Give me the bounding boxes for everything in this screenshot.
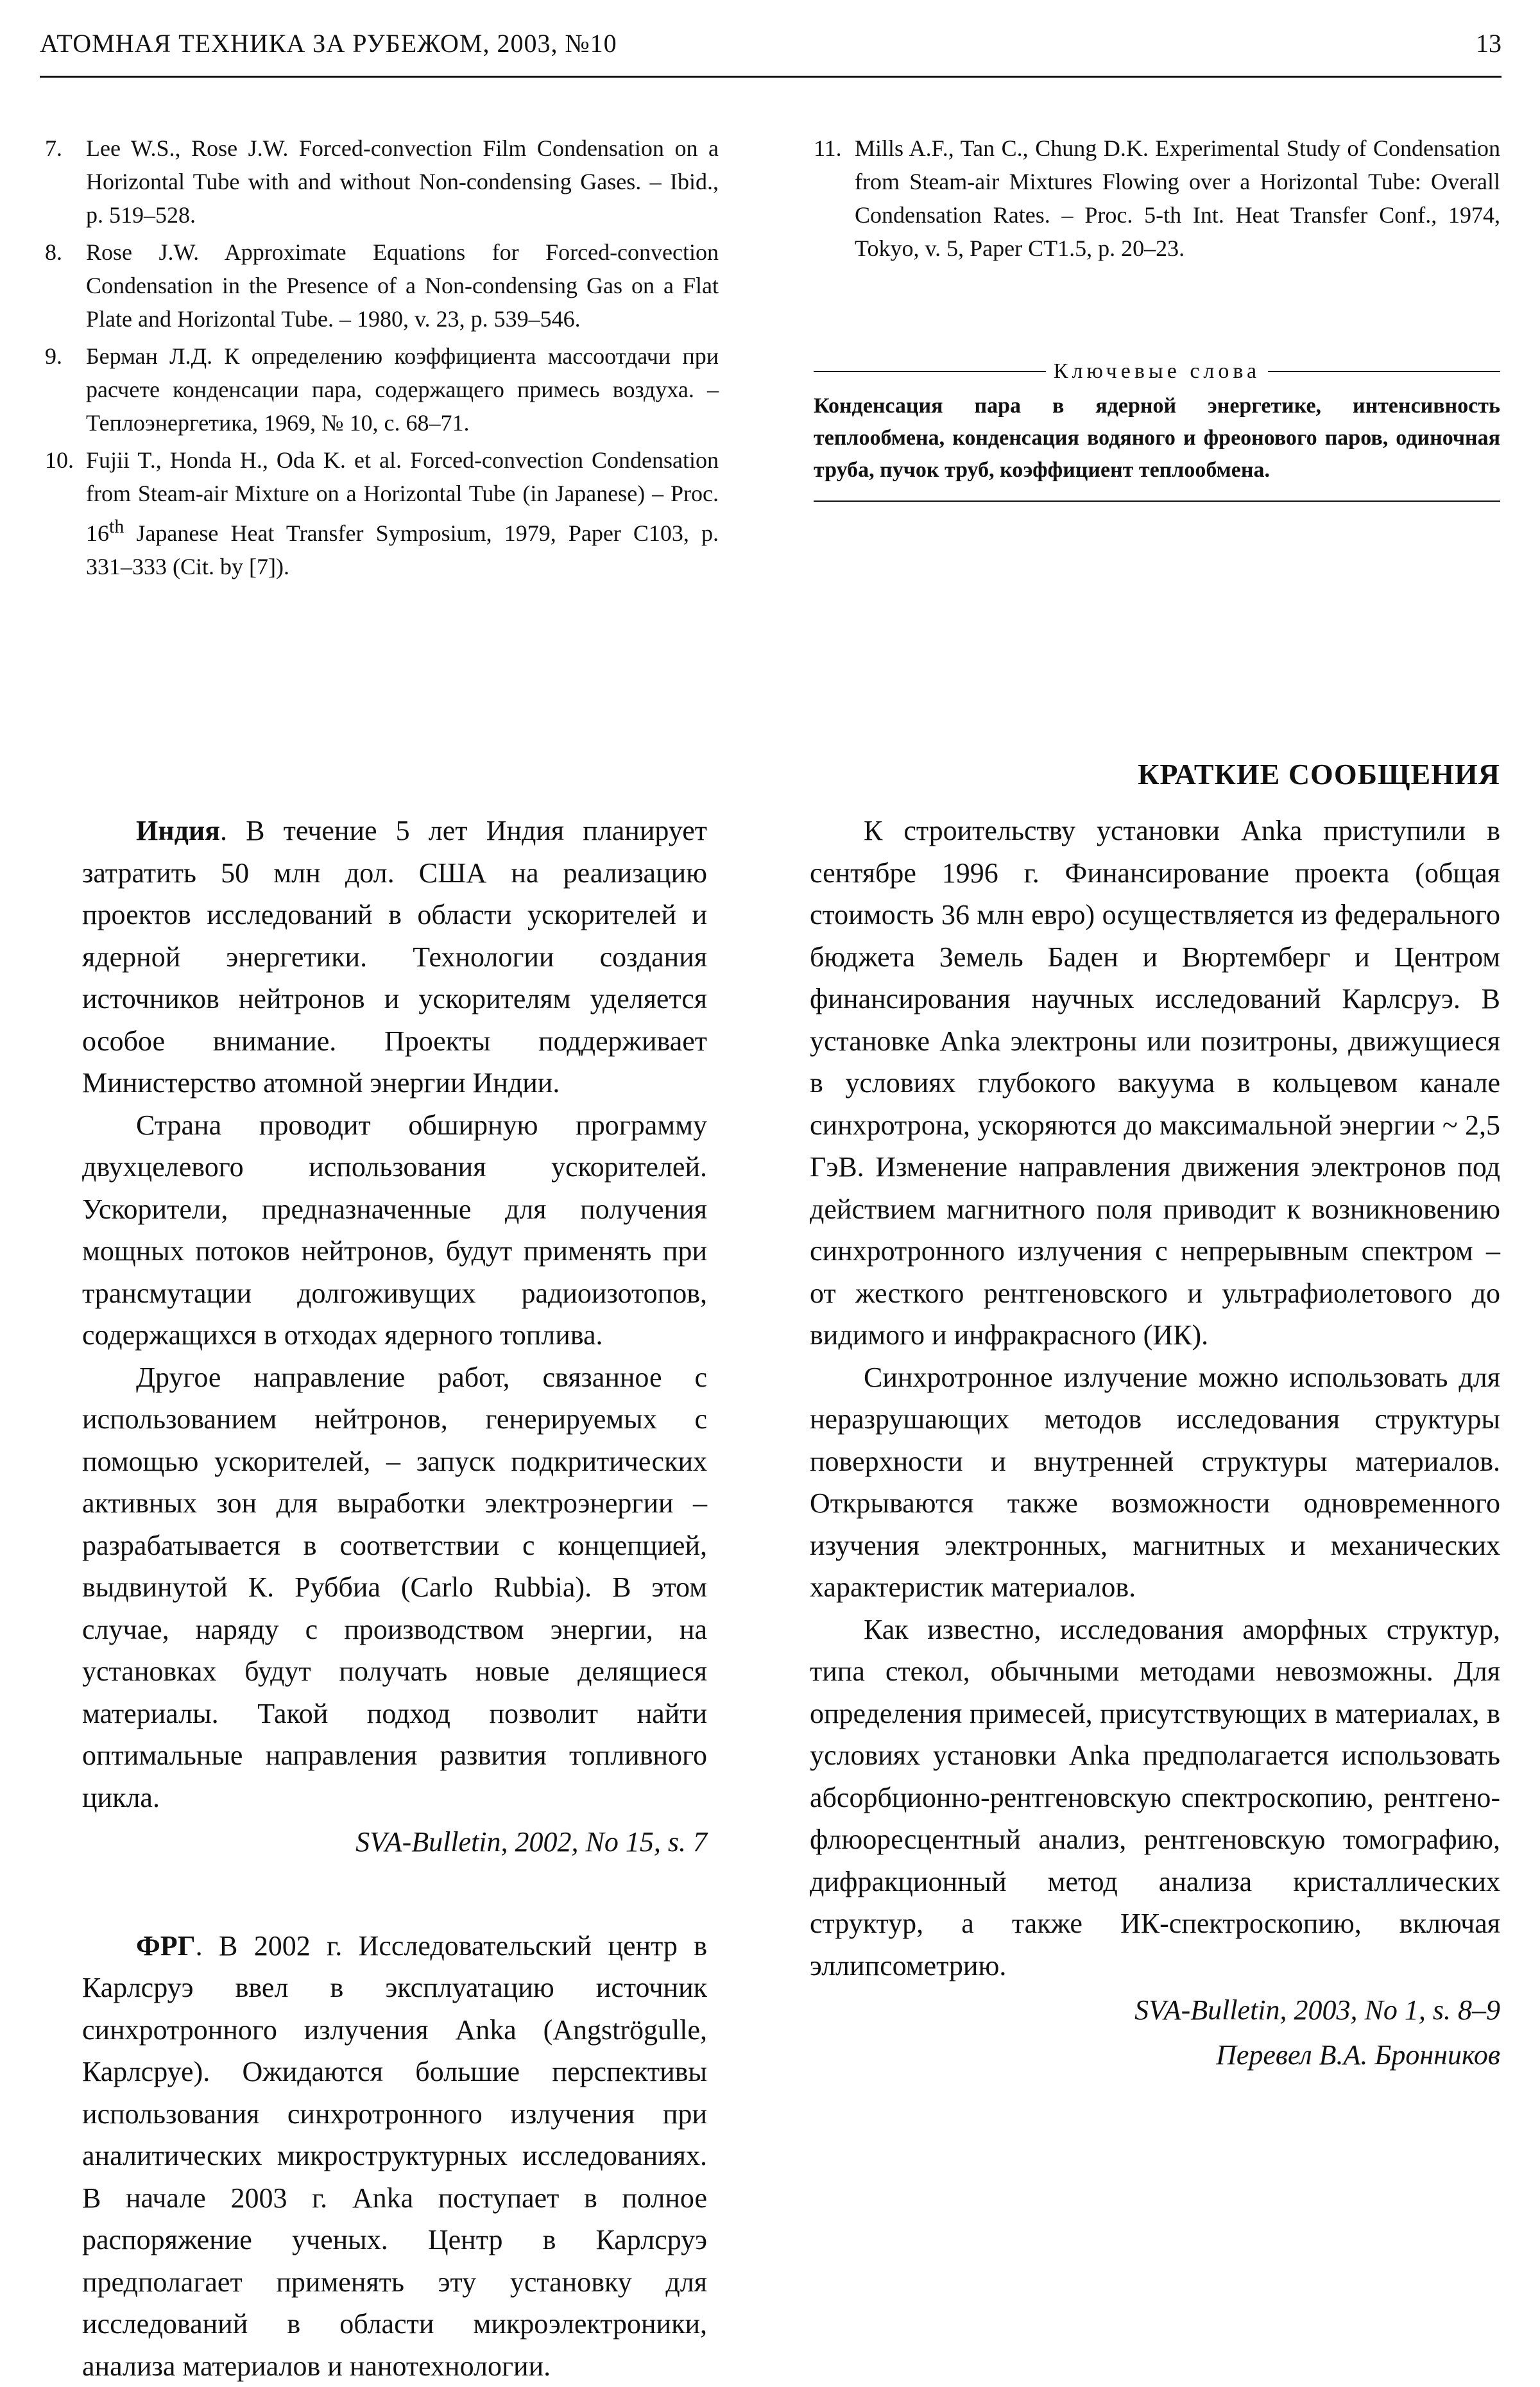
india-lead: Индия <box>136 815 220 846</box>
keywords-text: Конденсация пара в ядерной энергетике, интенсивность теплообмена, конденсация водяного и фреонового паров, одиночная труба, пучок труб, коэффициент теплообмена. <box>814 390 1500 502</box>
news-right-column <box>810 810 1500 2076</box>
keywords-rule-right <box>1268 371 1500 372</box>
reference-text-part: Fujii T., Honda H., Oda K. et al. Forced-convection Condensation from Steam-air Mixture on a Horizontal Tube (in Japanese) – Proc. 16 <box>86 447 719 546</box>
india-paragraph: Другое направление работ, связанное с использованием нейтронов, генерируемых с помощью ускорителей, – запуск подкритических активных зон для выработки электроэнергии – разрабатывается в соответствии с концепцией, выдвинутой К. Руббиа (Carlo Rubbia). В этом случае, наряду с производством энергии, на установках будут получать новые делящиеся материалы. Такой подход позволит найти оптимальные направления развития топливного цикла. <box>82 1356 707 1819</box>
reference-number: 8. <box>45 235 86 336</box>
keywords-title-row <box>814 359 1500 384</box>
reference-text: Rose J.W. Approximate Equations for Forced-convection Condensation in the Presence of a Non-condensing Gas on a Flat Plate and Horizontal Tube. – 1980, v. 23, p. 539–546. <box>86 235 719 336</box>
keywords-box <box>814 359 1500 502</box>
reference-text: Lee W.S., Rose J.W. Forced-convection Film Condensation on a Horizontal Tube with and without Non-condensing Gases. – Ibid., p. 519–528. <box>86 132 719 232</box>
frg-source: SVA-Bulletin, 2003, No 1, s. 8–9 <box>810 1989 1500 2032</box>
reference-number: 7. <box>45 132 86 232</box>
reference-item <box>814 132 1500 265</box>
frg-lead: ФРГ <box>136 1930 196 1962</box>
page-number: 13 <box>1476 28 1502 58</box>
reference-number: 9. <box>45 339 86 440</box>
keywords-title: Ключевые слова <box>1046 359 1268 384</box>
frg-paragraph: Как известно, исследования аморфных структур, типа стекол, обычными методами невозможны. Для определения примесей, присутствующих в материалах, в условиях установки Anka предполагается использовать абсорбционно-рентгеновскую спектроскопию, рентгено-флюоресцентный анализ, рентгеновскую томографию, дифракционный метод анализа кристаллических структур, а также ИК-спектроскопию, включая эллипсометрию. <box>810 1609 1500 1987</box>
reference-text <box>86 443 719 583</box>
reference-item <box>45 235 719 336</box>
news-left-column <box>82 810 707 2387</box>
keywords-rule-left <box>814 371 1046 372</box>
article-spacer <box>82 1863 707 1925</box>
page-header <box>40 28 1502 74</box>
india-paragraph: Страна проводит обширную программу двухцелевого использования ускорителей. Ускорители, предназначенные для получения мощных потоков нейтронов, будут применять при трансмутации долгоживущих радиоизотопов, содержащихся в отходах ядерного топлива. <box>82 1104 707 1356</box>
header-divider <box>40 76 1502 78</box>
frg-paragraph: К строительству установки Anka приступили в сентябре 1996 г. Финансирование проекта (общая стоимость 36 млн евро) осуществляется из федерального бюджета Земель Баден и Вюртемберг и Центром финансирования научных исследований Карлсруэ. В установке Anka электроны или позитроны, движущиеся в условиях глубокого вакуума в кольцевом канале синхротрона, ускоряются до максимальной энергии ~ 2,5 ГэВ. Изменение направления движения электронов под действием магнитного поля приводит к возникновению синхротронного излучения с непрерывным спектром – от жесткого рентгеновского и ультрафиолетового до видимого и инфракрасного (ИК). <box>810 810 1500 1356</box>
frg-text: . В 2002 г. Исследовательский центр в Карлсруэ ввел в эксплуатацию источник синхротронного излучения Anka (Angströgulle, Карлсруе). Ожидаются большие перспективы использования синхротронного излучения при аналитических микроструктурных исследованиях. В начале 2003 г. Anka поступает в полное распоряжение ученых. Центр в Карлсруэ предполагает применять эту установку для исследований в области микроэлектроники, анализа материалов и нанотехнологии. <box>82 1930 707 2382</box>
reference-superscript: th <box>109 516 124 537</box>
references-right-column <box>814 132 1500 269</box>
reference-item <box>45 443 719 583</box>
reference-item <box>45 339 719 440</box>
reference-text: Mills A.F., Tan C., Chung D.K. Experimental Study of Condensation from Steam-air Mixtures Flowing over a Horizontal Tube: Overall Condensation Rates. – Proc. 5-th Int. Heat Transfer Conf., 1974, Tokyo, v. 5, Paper CT1.5, p. 20–23. <box>855 132 1500 265</box>
references-left-column <box>45 132 719 587</box>
translator-credit: Перевел В.А. Бронников <box>810 2034 1500 2076</box>
india-source: SVA-Bulletin, 2002, No 15, s. 7 <box>82 1821 707 1863</box>
reference-text: Берман Л.Д. К определению коэффициента массоотдачи при расчете конденсации пара, содержащего примесь воздуха. – Теплоэнергетика, 1969, № 10, с. 68–71. <box>86 339 719 440</box>
reference-number: 11. <box>814 132 855 265</box>
frg-paragraph: Синхротронное излучение можно использовать для неразрушающих методов исследования структуры поверхности и внутренней структуры материалов. Открываются также возможности одновременного изучения электронных, магнитных и механических характеристик материалов. <box>810 1356 1500 1609</box>
journal-title: АТОМНАЯ ТЕХНИКА ЗА РУБЕЖОМ, 2003, №10 <box>40 28 617 58</box>
reference-number: 10. <box>45 443 86 583</box>
india-paragraph <box>82 810 707 1104</box>
section-heading: КРАТКИЕ СООБЩЕНИЯ <box>1138 757 1500 791</box>
reference-item <box>45 132 719 232</box>
reference-text-part: Japanese Heat Transfer Symposium, 1979, Paper C103, p. 331–333 (Cit. by [7]). <box>86 520 719 579</box>
india-text: . В течение 5 лет Индия планирует затратить 50 млн дол. США на реализацию проектов исследований в области ускорителей и ядерной энергетики. Технологии создания источников нейтронов и ускорителям уделяется особое внимание. Проекты поддерживает Министерство атомной энергии Индии. <box>82 815 707 1099</box>
frg-paragraph <box>82 1925 707 2387</box>
